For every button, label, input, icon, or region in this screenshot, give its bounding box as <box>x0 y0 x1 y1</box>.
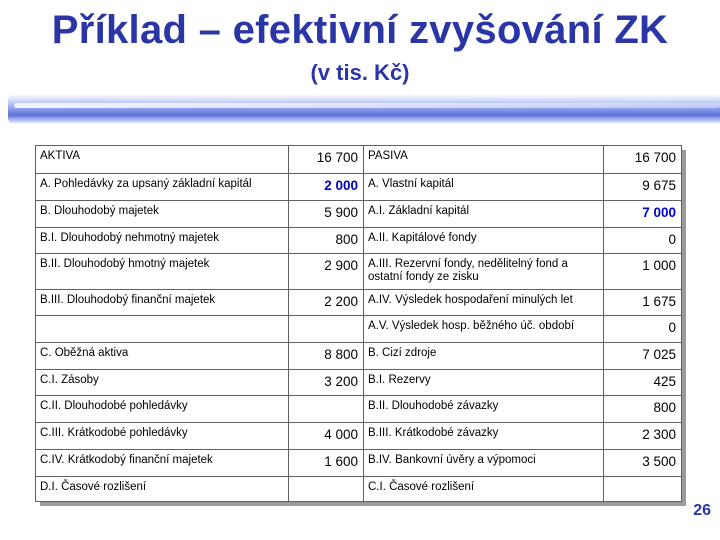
aktiva-label: C.I. Zásoby <box>36 370 289 396</box>
pasiva-value: 3 500 <box>604 450 682 477</box>
aktiva-header: AKTIVA <box>36 146 289 174</box>
table-row <box>36 370 682 396</box>
pasiva-value: 7 000 <box>604 201 682 228</box>
pasiva-value: 1 675 <box>604 290 682 316</box>
pasiva-total: 16 700 <box>604 146 682 174</box>
table-row <box>36 477 682 502</box>
aktiva-value <box>289 316 364 343</box>
table-row <box>36 254 682 290</box>
slide-title: Příklad – efektivní zvyšování ZK <box>51 8 669 52</box>
aktiva-label: B.I. Dlouhodobý nehmotný majetek <box>36 228 289 254</box>
aktiva-value: 8 800 <box>289 343 364 370</box>
pasiva-label: A.II. Kapitálové fondy <box>364 228 604 254</box>
pasiva-label: B. Cizí zdroje <box>364 343 604 370</box>
pasiva-label: A.IV. Výsledek hospodaření minulých let <box>364 290 604 316</box>
pasiva-value: 1 000 <box>604 254 682 290</box>
table-row <box>36 450 682 477</box>
aktiva-value: 2 900 <box>289 254 364 290</box>
aktiva-value: 2 200 <box>289 290 364 316</box>
pasiva-label: B.IV. Bankovní úvěry a výpomoci <box>364 450 604 477</box>
pasiva-value: 9 675 <box>604 174 682 201</box>
pasiva-label: A.V. Výsledek hosp. běžného úč. období <box>364 316 604 343</box>
aktiva-label <box>36 316 289 343</box>
pasiva-label: A.I. Základní kapitál <box>364 201 604 228</box>
table-row <box>36 146 682 174</box>
aktiva-label: A. Pohledávky za upsaný základní kapitál <box>36 174 289 201</box>
table-row <box>36 228 682 254</box>
pasiva-header: PASIVA <box>364 146 604 174</box>
pasiva-value <box>604 477 682 502</box>
pasiva-value: 0 <box>604 228 682 254</box>
pasiva-value: 2 300 <box>604 423 682 450</box>
table-row <box>36 343 682 370</box>
pasiva-value: 425 <box>604 370 682 396</box>
aktiva-value: 5 900 <box>289 201 364 228</box>
slide-subtitle: (v tis. Kč) <box>310 60 410 85</box>
page-number: 26 <box>693 502 711 519</box>
pasiva-label: B.III. Krátkodobé závazky <box>364 423 604 450</box>
aktiva-label: C. Oběžná aktiva <box>36 343 289 370</box>
pasiva-label: B.I. Rezervy <box>364 370 604 396</box>
pasiva-label: B.II. Dlouhodobé závazky <box>364 396 604 423</box>
aktiva-label: C.III. Krátkodobé pohledávky <box>36 423 289 450</box>
table-row <box>36 396 682 423</box>
aktiva-value: 1 600 <box>289 450 364 477</box>
pasiva-value: 800 <box>604 396 682 423</box>
table-row <box>36 174 682 201</box>
pasiva-value: 7 025 <box>604 343 682 370</box>
aktiva-label: B. Dlouhodobý majetek <box>36 201 289 228</box>
table-row <box>36 201 682 228</box>
aktiva-label: C.IV. Krátkodobý finanční majetek <box>36 450 289 477</box>
aktiva-label: B.II. Dlouhodobý hmotný majetek <box>36 254 289 290</box>
balance-sheet-table <box>35 145 682 502</box>
aktiva-total: 16 700 <box>289 146 364 174</box>
aktiva-value: 800 <box>289 228 364 254</box>
aktiva-value <box>289 396 364 423</box>
aktiva-label: C.II. Dlouhodobé pohledávky <box>36 396 289 423</box>
aktiva-value: 3 200 <box>289 370 364 396</box>
table-row <box>36 290 682 316</box>
pasiva-value: 0 <box>604 316 682 343</box>
pasiva-label: A. Vlastní kapitál <box>364 174 604 201</box>
aktiva-label: D.I. Časové rozlišení <box>36 477 289 502</box>
aktiva-label: B.III. Dlouhodobý finanční majetek <box>36 290 289 316</box>
table-row <box>36 423 682 450</box>
aktiva-value: 2 000 <box>289 174 364 201</box>
aktiva-value <box>289 477 364 502</box>
table-row <box>36 316 682 343</box>
decorative-band <box>8 94 720 124</box>
pasiva-label: C.I. Časové rozlišení <box>364 477 604 502</box>
pasiva-label: A.III. Rezervní fondy, nedělitelný fond a ostatní fondy ze zisku <box>364 254 604 290</box>
aktiva-value: 4 000 <box>289 423 364 450</box>
